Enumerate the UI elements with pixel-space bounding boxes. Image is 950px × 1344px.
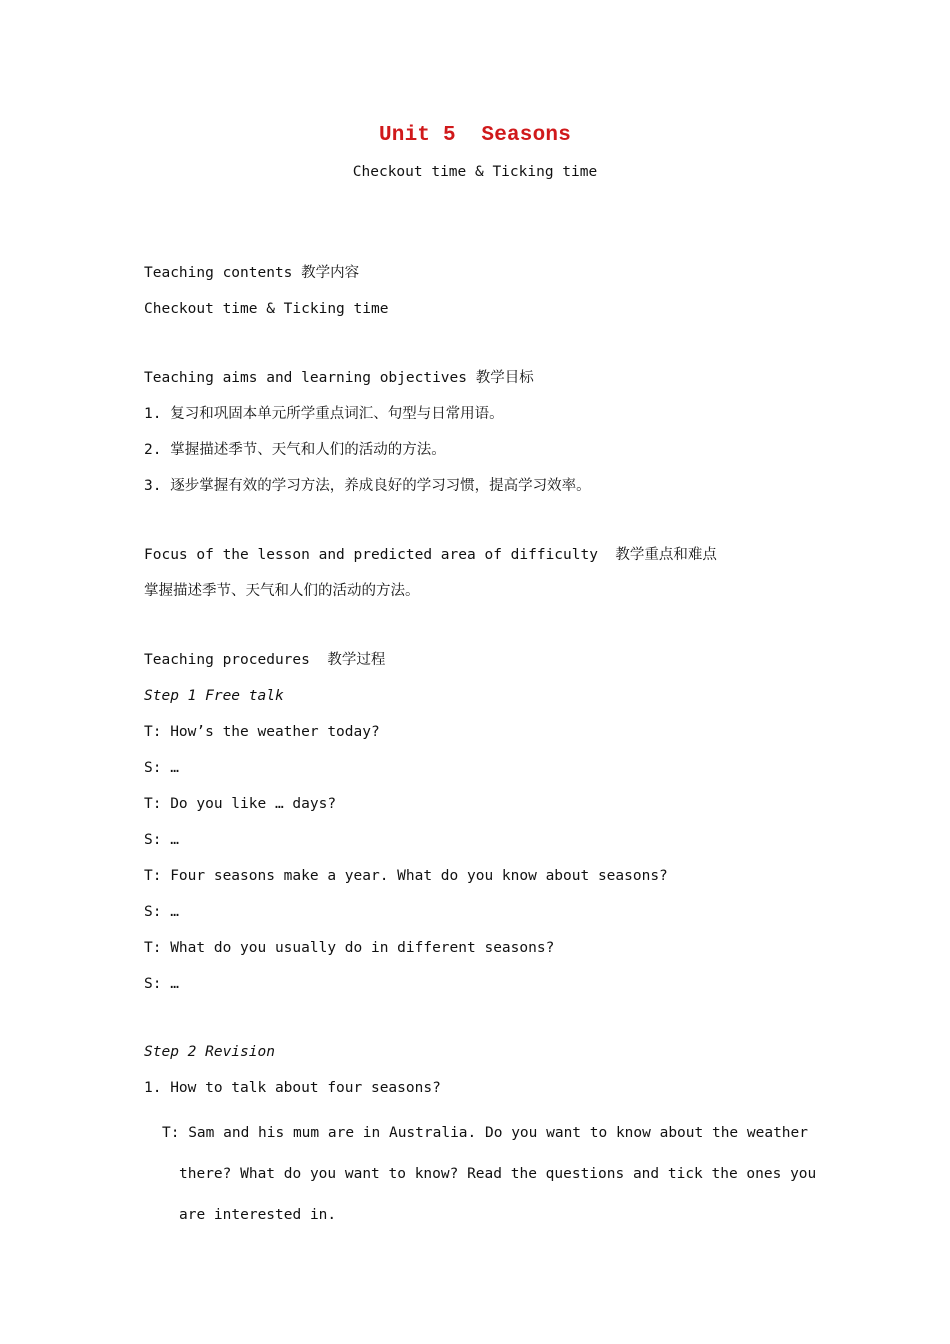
dialogue-line: T: How’s the weather today? (144, 724, 380, 740)
contents-text: Checkout time & Ticking time (144, 301, 389, 317)
focus-heading: Focus of the lesson and predicted area of difficulty 教学重点和难点 (144, 547, 717, 563)
procedures-heading: Teaching procedures 教学过程 (144, 652, 386, 668)
dialogue-line: T: What do you usually do in different seasons? (144, 940, 555, 956)
dialogue-line: S: … (144, 832, 179, 848)
paragraph-line: there? What do you want to know? Read the questions and tick the ones you (179, 1166, 817, 1182)
aims-item: 2. 掌握描述季节、天气和人们的活动的方法。 (144, 442, 446, 458)
step2-title: Step 2 Revision (144, 1044, 275, 1060)
step2-item: 1. How to talk about four seasons? (144, 1080, 441, 1096)
dialogue-line: S: … (144, 760, 179, 776)
focus-text: 掌握描述季节、天气和人们的活动的方法。 (144, 583, 420, 599)
dialogue-line: S: … (144, 976, 179, 992)
aims-item: 1. 复习和巩固本单元所学重点词汇、句型与日常用语。 (144, 406, 504, 422)
dialogue-line: S: … (144, 904, 179, 920)
step1-title: Step 1 Free talk (144, 688, 284, 704)
step2-paragraph (162, 1113, 817, 1236)
aims-heading: Teaching aims and learning objectives 教学目标 (144, 370, 534, 386)
document-title: Unit 5 Seasons (378, 124, 572, 147)
paragraph-line: are interested in. (179, 1207, 337, 1223)
aims-item: 3. 逐步掌握有效的学习方法，养成良好的学习习惯，提高学习效率。 (144, 478, 591, 494)
contents-heading: Teaching contents 教学内容 (144, 265, 360, 281)
document-subtitle: Checkout time & Ticking time (352, 164, 598, 180)
paragraph-line: T: Sam and his mum are in Australia. Do you want to know about the weather (162, 1125, 809, 1141)
dialogue-line: T: Four seasons make a year. What do you know about seasons? (144, 868, 668, 884)
dialogue-line: T: Do you like … days? (144, 796, 337, 812)
